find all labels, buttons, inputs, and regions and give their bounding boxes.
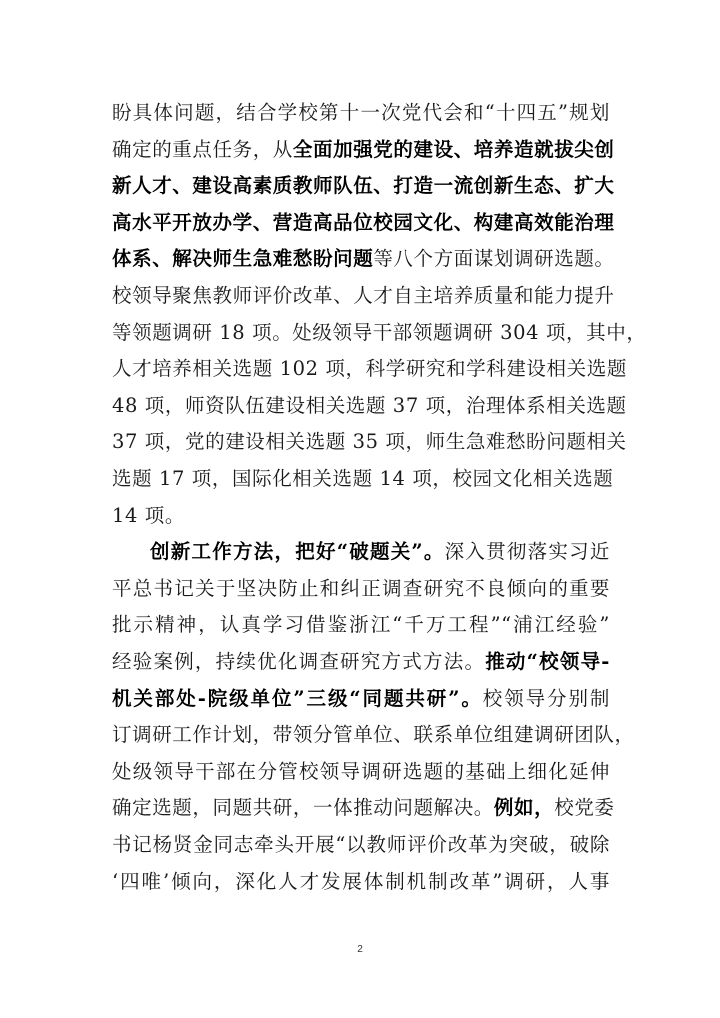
text-line — [112, 610, 610, 640]
text-line — [112, 391, 627, 421]
text-line — [112, 318, 647, 348]
page-number: 2 — [357, 944, 363, 955]
bold-text-segment: 推动“校领导- — [485, 650, 610, 673]
text-line — [112, 354, 627, 384]
text-line — [112, 793, 615, 823]
text-segment: 处级领导干部在分管校领导调研选题的基础上细化延伸 — [112, 759, 610, 783]
text-segment: ‘四唯’倾向，深化人才发展体制机制改革”调研，人事 — [112, 869, 610, 893]
bold-text-segment: 新人才、建设高素质教师队伍、打造一流创新生态、扩大 — [112, 174, 615, 198]
text-line — [150, 537, 610, 567]
text-segment: 订调研工作计划，带领分管单位、联系单位组建调研团队， — [112, 723, 635, 747]
text-line — [112, 427, 627, 457]
text-segment: 14 项。 — [112, 503, 186, 527]
text-line — [112, 647, 610, 677]
bold-text-segment: 体系、解决师生急难愁盼问题 — [112, 247, 374, 271]
text-segment: 等领题调研 18 项。处级领导干部领题调研 304 项，其中， — [112, 320, 647, 344]
text-segment: 37 项，党的建设相关选题 35 项，师生急难愁盼问题相关 — [112, 430, 627, 454]
text-segment: 确定选题，同题共研，一体推动问题解决。 — [112, 796, 494, 820]
bold-text-segment: 例如， — [493, 796, 555, 820]
text-segment: 校党委 — [554, 796, 615, 820]
text-segment: 经验案例，持续优化调查研究方式方法。 — [112, 650, 486, 673]
text-line — [112, 281, 615, 311]
text-segment: 书记杨贤金同志牵头开展“以教师评价改革为突破，破除 — [112, 833, 610, 856]
text-segment: 盼具体问题，结合学校第十一次党代会和“十四五”规划 — [112, 101, 610, 124]
text-line — [112, 464, 614, 494]
text-segment: 校领导聚焦教师评价改革、人才自主培养质量和能力提升 — [112, 284, 615, 307]
text-line — [112, 98, 610, 128]
text-segment: 确定的重点任务，从 — [112, 137, 293, 161]
text-line — [112, 574, 610, 604]
text-segment: 深入贯彻落实习近 — [444, 540, 610, 564]
text-line — [112, 244, 615, 274]
text-line — [112, 720, 635, 750]
text-segment: 校领导分别制 — [482, 686, 610, 710]
text-segment: 人才培养相关选题 102 项，科学研究和学科建设相关选题 — [112, 357, 627, 381]
text-line — [112, 171, 615, 201]
text-line — [112, 684, 610, 714]
text-segment: 选题 17 项，国际化相关选题 14 项，校园文化相关选题 — [112, 467, 614, 490]
text-segment: 平总书记关于坚决防止和纠正调查研究不良倾向的重要 — [112, 576, 610, 600]
bold-text-segment: 机关部处-院级单位”三级“同题共研”。 — [112, 686, 483, 710]
text-line — [112, 501, 610, 531]
text-line — [112, 867, 610, 897]
bold-text-segment: 创新工作方法，把好“破题关”。 — [150, 540, 445, 564]
bold-text-segment: 全面加强党的建设、培养造就拔尖创 — [292, 137, 615, 161]
text-segment: 批示精神，认真学习借鉴浙江“千万工程”“浦江经验” — [112, 613, 610, 637]
text-line — [112, 135, 615, 165]
text-segment: 等八个方面谋划调研选题。 — [373, 247, 615, 271]
text-segment: 48 项，师资队伍建设相关选题 37 项，治理体系相关选题 — [112, 393, 627, 417]
bold-text-segment: 高水平开放办学、营造高品位校园文化、构建高效能治理 — [112, 210, 615, 234]
text-line — [112, 830, 610, 860]
text-line — [112, 208, 615, 238]
text-line — [112, 757, 610, 787]
